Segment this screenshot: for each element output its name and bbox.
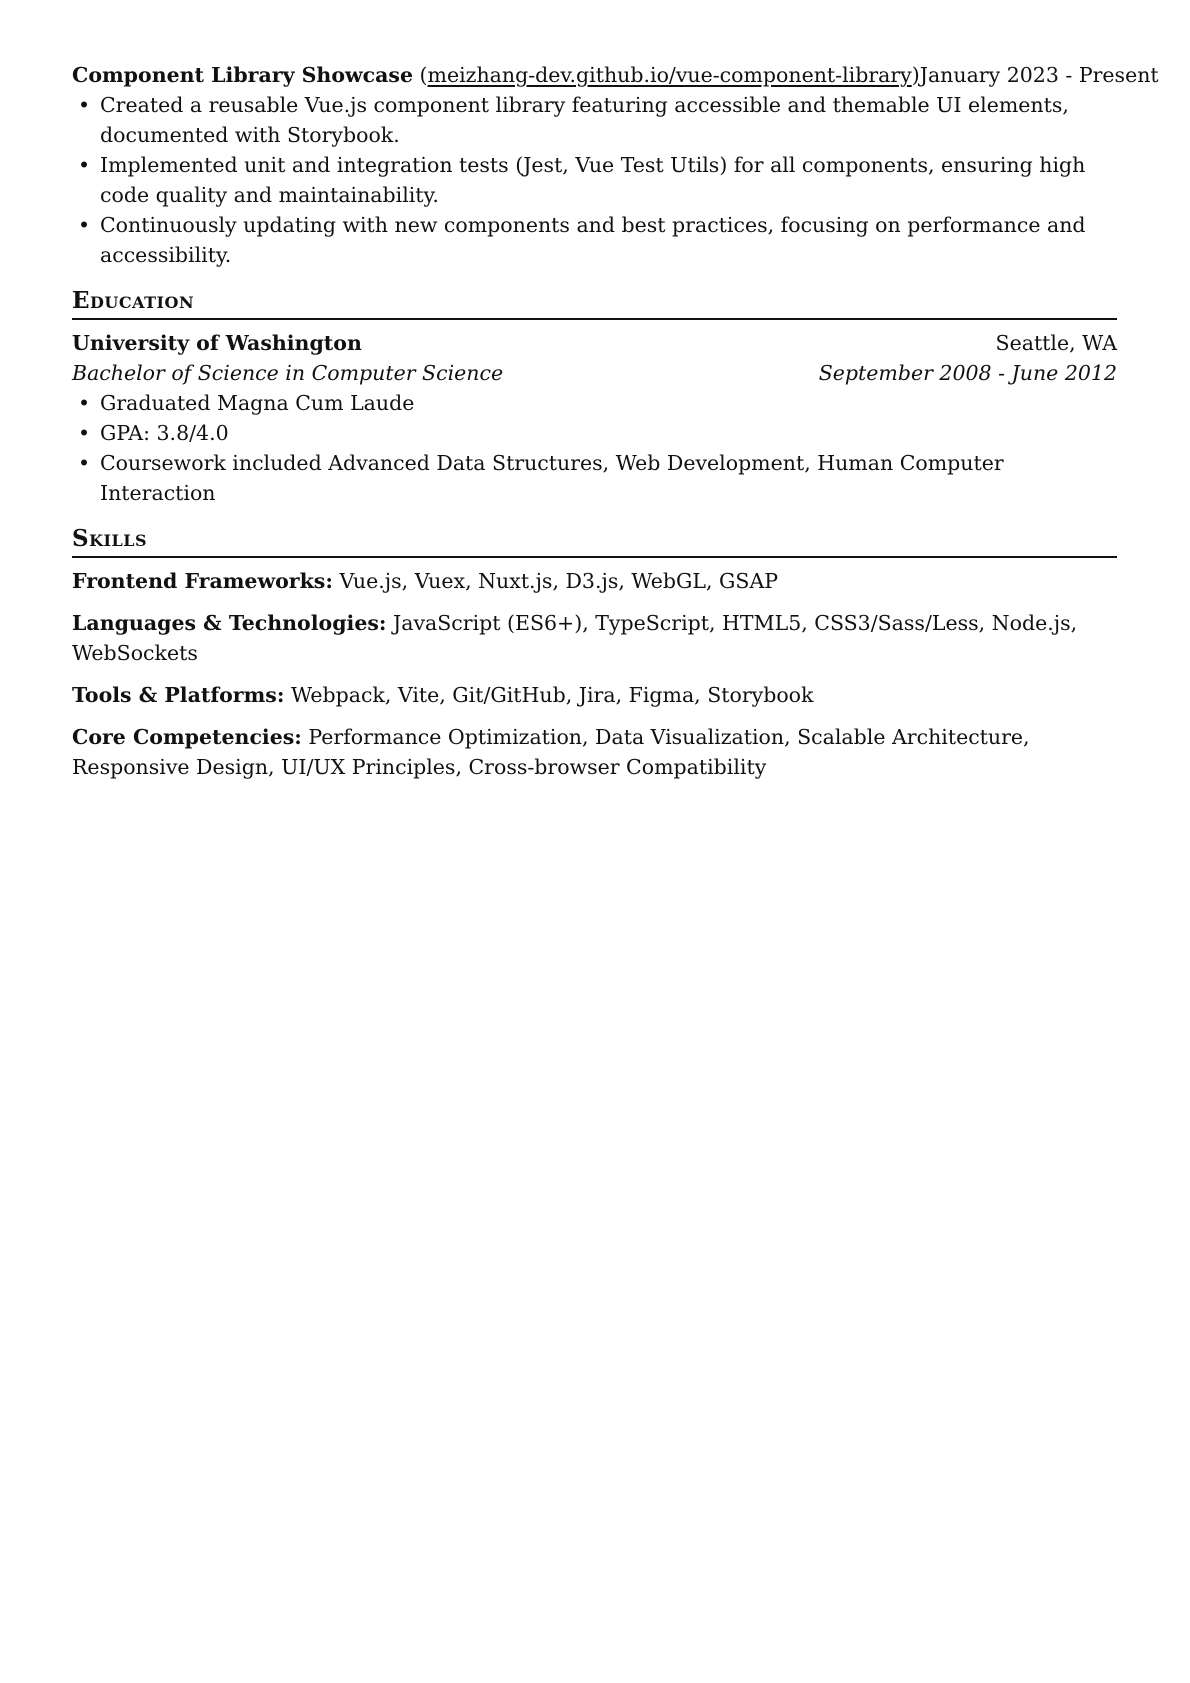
skill-label: Tools & Platforms:	[72, 683, 285, 707]
degree: Bachelor of Science in Computer Science	[72, 361, 504, 385]
skill-value: JavaScript (ES6+), TypeScript, HTML5, CSS3/Sass/Less, Node.js, WebSockets	[72, 611, 1078, 665]
skill-label: Frontend Frameworks:	[72, 569, 333, 593]
list-item: • Coursework included Advanced Data Structures, Web Development, Human Computer Interaction	[72, 448, 1117, 508]
skill-value: Performance Optimization, Data Visualization, Scalable Architecture, Responsive Design, UI/UX Principles, Cross-browser Compatibility	[72, 725, 1030, 779]
skill-label: Languages & Technologies:	[72, 611, 387, 635]
skill-competencies	[72, 722, 1117, 782]
project-link[interactable]: meizhang-dev.github.io/vue-component-library	[427, 63, 912, 87]
resume-page	[72, 60, 1159, 794]
education-header	[72, 328, 1117, 358]
education-dates: September 2008 - June 2012	[818, 361, 1117, 385]
list-item: • Graduated Magna Cum Laude	[72, 388, 1117, 418]
school-name: University of Washington	[72, 331, 362, 355]
skill-languages	[72, 608, 1117, 668]
project-date: January 2023 - Present	[919, 63, 1159, 87]
education-bullets	[72, 388, 1117, 508]
skills-heading: Skills	[72, 524, 1117, 558]
list-item: • Implemented unit and integration tests (Jest, Vue Test Utils) for all components, ensuring high code quality and maintainability.	[72, 150, 1117, 210]
skill-tools	[72, 680, 1117, 710]
education-heading: Education	[72, 286, 1117, 320]
project-title: Component Library Showcase	[72, 63, 413, 87]
list-item: • Created a reusable Vue.js component library featuring accessible and themable UI elements, documented with Storybook.	[72, 90, 1117, 150]
list-item: • Continuously updating with new components and best practices, focusing on performance and accessibility.	[72, 210, 1117, 270]
project-link-open: (	[419, 63, 428, 87]
skill-frontend	[72, 566, 1117, 596]
project-bullets	[72, 90, 1117, 270]
skill-value: Webpack, Vite, Git/GitHub, Jira, Figma, Storybook	[290, 683, 814, 707]
skill-value: Vue.js, Vuex, Nuxt.js, D3.js, WebGL, GSAP	[339, 569, 779, 593]
school-location: Seattle, WA	[995, 331, 1117, 355]
skill-label: Core Competencies:	[72, 725, 302, 749]
project-header	[72, 60, 1159, 90]
project-title-line	[72, 60, 920, 90]
project-link-close: )	[911, 63, 920, 87]
education-subheader	[72, 358, 1117, 388]
list-item: • GPA: 3.8/4.0	[72, 418, 1117, 448]
